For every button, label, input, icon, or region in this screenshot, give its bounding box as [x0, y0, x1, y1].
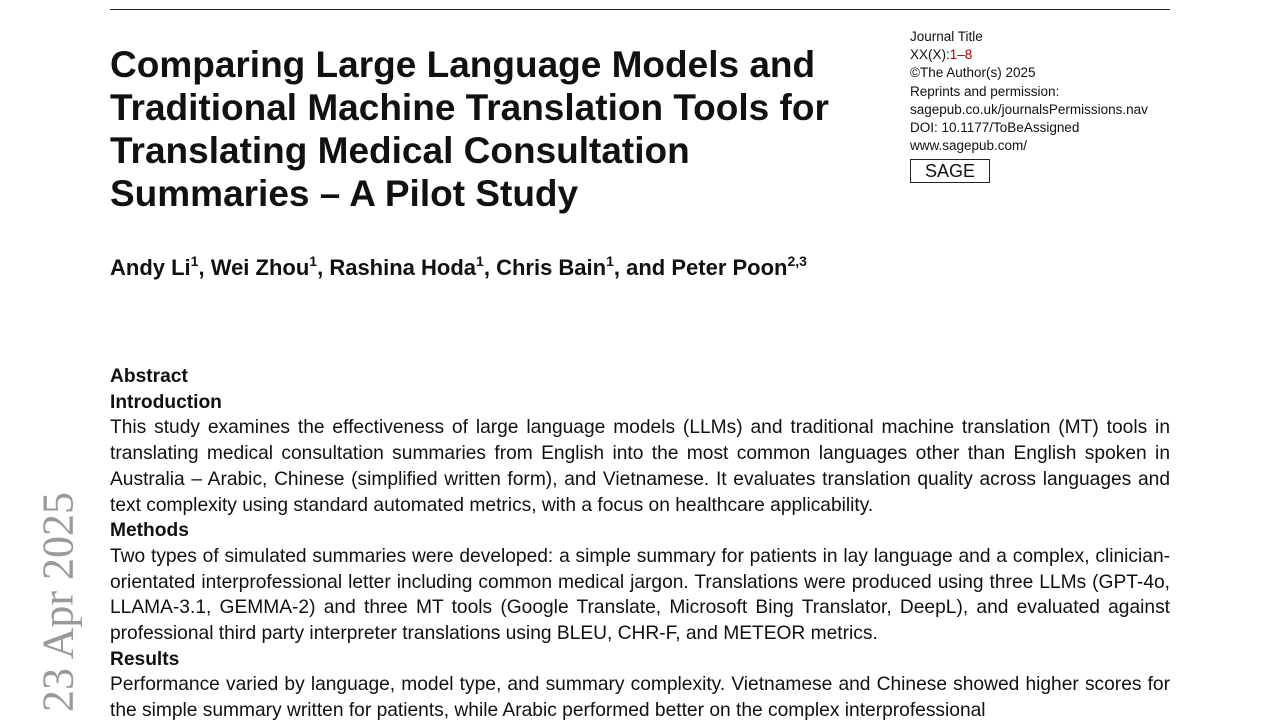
- top-rule: [110, 9, 1170, 10]
- author-separator: ,: [198, 255, 211, 280]
- author-name: Peter Poon: [671, 255, 788, 280]
- author-list: [110, 254, 1010, 282]
- journal-title: Journal Title: [910, 29, 983, 44]
- section-heading-introduction: Introduction: [110, 391, 222, 413]
- title-line: Summaries – A Pilot Study: [110, 173, 579, 214]
- author-affiliation: 2,3: [787, 253, 807, 269]
- section-text-introduction: This study examines the effectiveness of large language models (LLMs) and traditional machine translation (MT) tools in translating medical consultation summaries from English into the most common languages other than English spoken in Australia – Arabic, Chinese (simplified written form), and Vietnamese. It evaluates translation quality across languages and text complexity using standard automated metrics, with a focus on healthcare applicability.: [110, 417, 1170, 516]
- volume-pages: [910, 46, 1190, 64]
- reprints-url: sagepub.co.uk/journalsPermissions.nav: [910, 101, 1148, 117]
- abstract-heading: Abstract: [110, 366, 188, 387]
- author-name: Andy Li: [110, 255, 191, 280]
- title-line: Comparing Large Language Models and: [110, 44, 816, 85]
- volume: XX(X):: [910, 47, 950, 63]
- section-text-methods: Two types of simulated summaries were developed: a simple summary for patients in lay language and a complex, clinician-orientated interprofessional letter including common medical jargon. Translations were produced using three LLMs (GPT-4o, LLAMA-3.1, GEMMA-2) and three MT tools (Google Translate, Microsoft Bing Translator, DeepL), and evaluated against professional third party interpreter translations using BLEU, CHR-F, and METEOR metrics.: [110, 545, 1170, 645]
- paper-title: [110, 43, 870, 215]
- author-name: Chris Bain: [496, 255, 607, 280]
- author-affiliation: 1: [309, 253, 318, 269]
- author-affiliation: 1: [606, 253, 614, 269]
- doi: DOI: 10.1177/ToBeAssigned: [910, 120, 1080, 136]
- section-text-results: Performance varied by language, model type, and summary complexity. Vietnamese and Chinese showed higher scores for the simple summary written for patients, while Arabic performed better on the complex interprofessional: [110, 674, 1170, 722]
- journal-metadata: [910, 28, 1190, 183]
- sage-logo: SAGE: [910, 159, 990, 183]
- author-affiliation: 1: [190, 253, 199, 269]
- author-name: Rashina Hoda: [329, 255, 477, 280]
- author-separator: , and: [613, 255, 672, 280]
- title-line: Translating Medical Consultation: [110, 130, 690, 171]
- section-heading-methods: Methods: [110, 520, 189, 542]
- copyright: ©The Author(s) 2025: [910, 65, 1036, 81]
- arxiv-date-stamp: 23 Apr 2025: [33, 492, 83, 712]
- website: www.sagepub.com/: [910, 138, 1028, 154]
- abstract: [110, 364, 1170, 724]
- author-affiliation: 1: [476, 253, 484, 269]
- reprints-label: Reprints and permission:: [910, 83, 1060, 99]
- author-name: Wei Zhou: [210, 255, 310, 280]
- section-heading-results: Results: [110, 648, 180, 670]
- title-line: Traditional Machine Translation Tools for: [110, 87, 829, 128]
- author-separator: ,: [317, 255, 330, 280]
- pages-link[interactable]: 1–8: [949, 47, 973, 63]
- author-separator: ,: [483, 255, 497, 280]
